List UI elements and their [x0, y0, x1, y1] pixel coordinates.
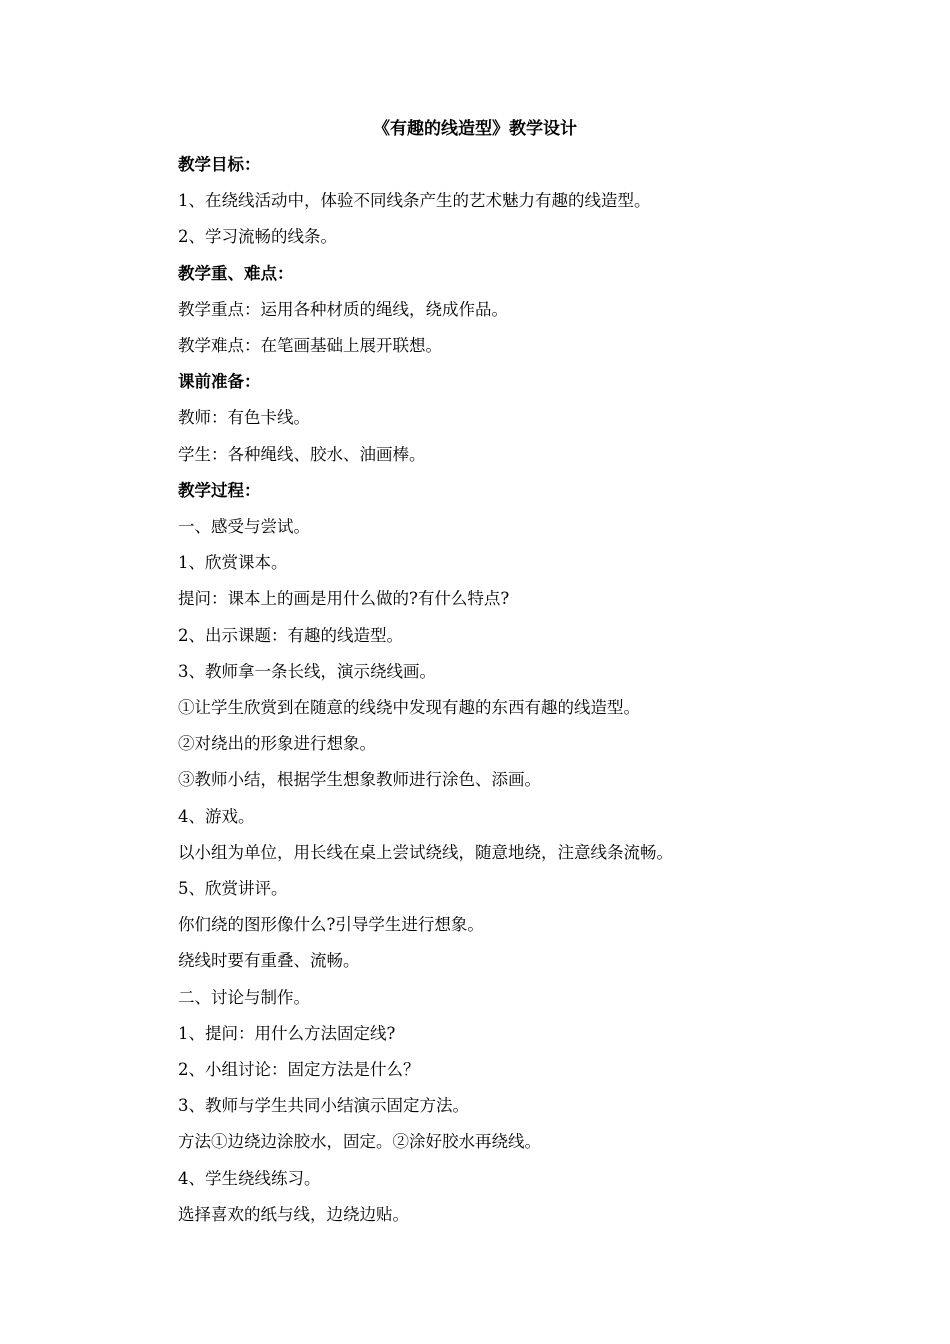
body-line: 3、教师与学生共同小结演示固定方法。	[178, 1096, 469, 1116]
body-line: 提问：课本上的画是用什么做的?有什么特点?	[178, 589, 510, 609]
body-line: 4、学生绕线练习。	[178, 1168, 321, 1188]
body-line: 学生：各种绳线、胶水、油画棒。	[178, 444, 426, 464]
body-line: 2、小组讨论：固定方法是什么？	[178, 1060, 420, 1079]
section-heading: 教学过程：	[178, 480, 261, 500]
body-line: ①让学生欣赏到在随意的线绕中发现有趣的东西有趣的线造型。	[178, 698, 640, 717]
body-line: 5、欣赏讲评。	[178, 879, 288, 898]
body-line: 你们绕的图形像什么?引导学生进行想象。	[178, 915, 484, 935]
section-heading: 教学重、难点：	[178, 263, 294, 283]
section-heading: 教学目标：	[178, 155, 261, 174]
document-title: 《有趣的线造型》教学设计	[373, 119, 577, 139]
body-line: 教学重点：运用各种材质的绳线，绕成作品。	[178, 299, 508, 319]
body-line: 1、提问：用什么方法固定线?	[178, 1023, 396, 1043]
body-line: 1、欣赏课本。	[178, 553, 288, 573]
body-line: 教学难点：在笔画基础上展开联想。	[178, 336, 442, 355]
body-line: 3、教师拿一条长线，演示绕线画。	[178, 661, 436, 681]
body-line: 方法①边绕边涂胶水，固定。②涂好胶水再绕线。	[178, 1132, 541, 1152]
body-line: 2、出示课题：有趣的线造型。	[178, 625, 403, 645]
body-line: 绕线时要有重叠、流畅。	[178, 951, 360, 971]
body-line: ②对绕出的形象进行想象。	[178, 734, 376, 754]
body-line: 教师：有色卡线。	[178, 408, 310, 428]
body-line: 4、游戏。	[178, 806, 255, 826]
section-heading: 课前准备：	[178, 372, 261, 392]
body-line: 2、学习流畅的线条。	[178, 227, 337, 247]
body-line: ③教师小结，根据学生想象教师进行涂色、添画。	[178, 770, 541, 790]
body-line: 1、在绕线活动中，体验不同线条产生的艺术魅力有趣的线造型。	[178, 191, 651, 211]
body-line: 选择喜欢的纸与线，边绕边贴。	[178, 1204, 409, 1224]
body-line: 以小组为单位，用长线在桌上尝试绕线，随意地绕，注意线条流畅。	[178, 842, 673, 862]
body-line: 一、感受与尝试。	[178, 517, 310, 536]
body-line: 二、讨论与制作。	[178, 987, 310, 1007]
